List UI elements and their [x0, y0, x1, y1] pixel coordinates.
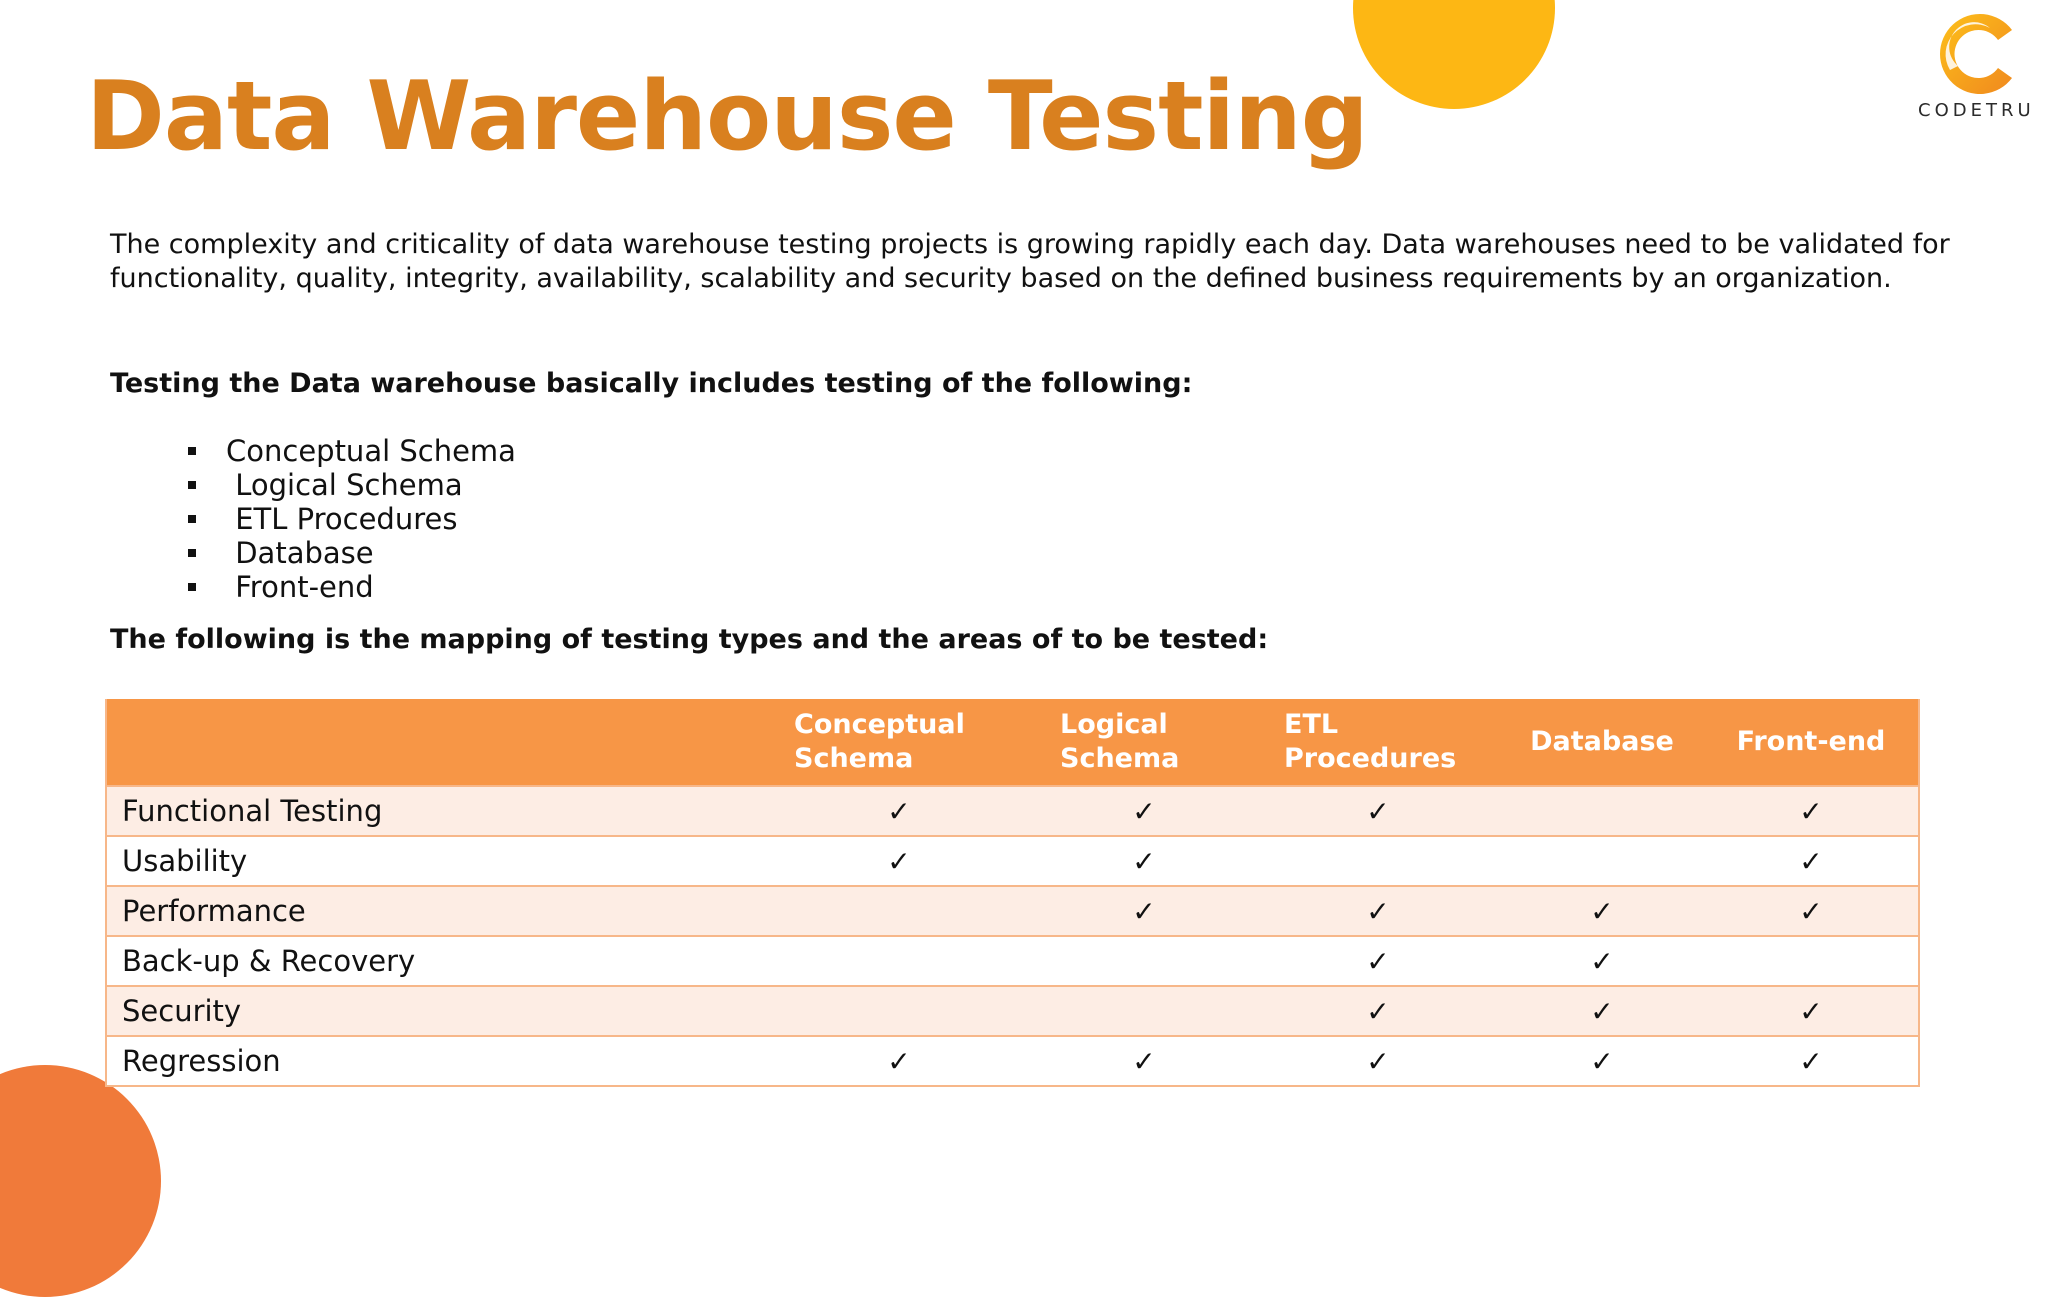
row-label: Functional Testing [106, 786, 766, 836]
header-cell-front-end: Front-end [1704, 699, 1919, 786]
check-mark-icon: ✓ [1256, 986, 1500, 1036]
check-mark-icon: ✓ [1256, 786, 1500, 836]
empty-cell [1032, 986, 1256, 1036]
check-mark-icon: ✓ [1704, 886, 1919, 936]
testing-mapping-table [105, 699, 1920, 1087]
row-label: Security [106, 986, 766, 1036]
table-row [106, 986, 1919, 1036]
check-mark-icon: ✓ [1256, 886, 1500, 936]
codetru-c-logo-icon [1928, 8, 2028, 100]
table-body [106, 786, 1919, 1086]
check-mark-icon: ✓ [1032, 886, 1256, 936]
square-bullet-icon [188, 447, 196, 455]
check-mark-icon: ✓ [1500, 986, 1704, 1036]
decorative-orange-circle [0, 1065, 161, 1297]
empty-cell [766, 936, 1032, 986]
row-label: Regression [106, 1036, 766, 1086]
empty-cell [766, 986, 1032, 1036]
header-cell-etl-procedures: ETL Procedures [1256, 699, 1500, 786]
list-item: Conceptual Schema [188, 434, 516, 468]
header-cell-logical-schema: Logical Schema [1032, 699, 1256, 786]
square-bullet-icon [188, 549, 196, 557]
check-mark-icon: ✓ [766, 1036, 1032, 1086]
table-row [106, 786, 1919, 836]
check-mark-icon: ✓ [1704, 836, 1919, 886]
check-mark-icon: ✓ [1500, 936, 1704, 986]
check-mark-icon: ✓ [1032, 786, 1256, 836]
square-bullet-icon [188, 583, 196, 591]
empty-cell [1256, 836, 1500, 886]
check-mark-icon: ✓ [1704, 986, 1919, 1036]
mapping-heading: The following is the mapping of testing types and the areas of to be tested: [110, 624, 1269, 655]
row-label: Back-up & Recovery [106, 936, 766, 986]
row-label: Usability [106, 836, 766, 886]
decorative-yellow-circle [1353, 0, 1555, 109]
check-mark-icon: ✓ [1500, 886, 1704, 936]
check-mark-icon: ✓ [1032, 1036, 1256, 1086]
list-item: Front-end [188, 570, 516, 604]
empty-cell [1500, 786, 1704, 836]
check-mark-icon: ✓ [1256, 1036, 1500, 1086]
table-row [106, 886, 1919, 936]
square-bullet-icon [188, 481, 196, 489]
check-mark-icon: ✓ [1032, 836, 1256, 886]
table-row [106, 836, 1919, 886]
header-cell-conceptual-schema: Conceptual Schema [766, 699, 1032, 786]
header-cell-empty [106, 699, 766, 786]
square-bullet-icon [188, 515, 196, 523]
check-mark-icon: ✓ [1500, 1036, 1704, 1086]
check-mark-icon: ✓ [766, 786, 1032, 836]
check-mark-icon: ✓ [1704, 786, 1919, 836]
list-item: Logical Schema [188, 468, 516, 502]
list-item: Database [188, 536, 516, 570]
page-title: Data Warehouse Testing [86, 62, 1368, 172]
codetru-logo [1918, 8, 2038, 120]
check-mark-icon: ✓ [1704, 1036, 1919, 1086]
table-row [106, 1036, 1919, 1086]
testing-areas-list [188, 434, 516, 604]
empty-cell [766, 886, 1032, 936]
empty-cell [1704, 936, 1919, 986]
table-header-row [106, 699, 1919, 786]
list-item: ETL Procedures [188, 502, 516, 536]
logo-wordmark: CODETRU [1918, 100, 2035, 121]
check-mark-icon: ✓ [1256, 936, 1500, 986]
table-row [106, 936, 1919, 986]
empty-cell [1500, 836, 1704, 886]
header-cell-database: Database [1500, 699, 1704, 786]
check-mark-icon: ✓ [766, 836, 1032, 886]
intro-paragraph: The complexity and criticality of data warehouse testing projects is growing rapidly each day. Data warehouses need to be validated for functionality, quality, integrity, availability, scalability and security based on the defined business requirements by an organization. [110, 229, 1950, 294]
testing-includes-heading: Testing the Data warehouse basically includes testing of the following: [110, 368, 1193, 399]
empty-cell [1032, 936, 1256, 986]
row-label: Performance [106, 886, 766, 936]
